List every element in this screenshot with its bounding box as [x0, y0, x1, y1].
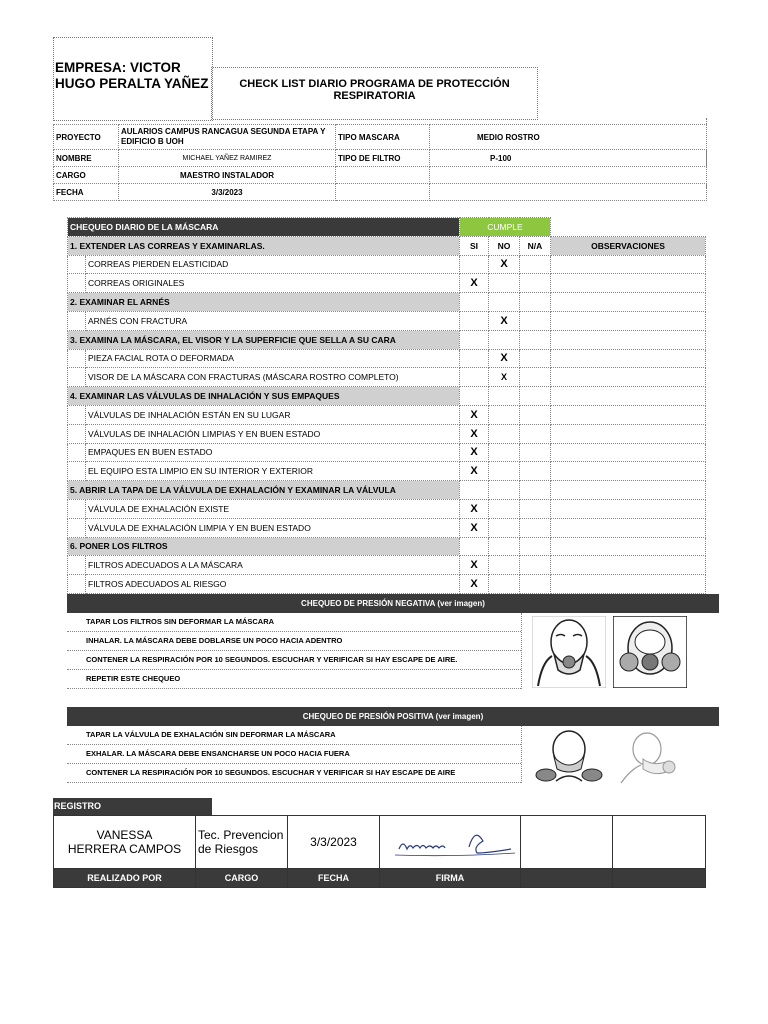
mark-si	[460, 255, 489, 274]
observation	[551, 255, 706, 274]
section-2: 2. EXAMINAR EL ARNÉS	[68, 293, 460, 312]
mark-na	[520, 405, 551, 424]
mark-na	[520, 575, 551, 594]
empty-cell	[613, 869, 706, 888]
empty-cell	[551, 218, 706, 237]
mark-si	[460, 311, 489, 330]
indent	[68, 424, 86, 443]
nombre-label: NOMBRE	[54, 150, 119, 167]
company-name-line1: EMPRESA: VICTOR	[55, 60, 181, 75]
mark-no	[489, 462, 520, 481]
positive-step-1: TAPAR LA VÁLVULA DE EXHALACIÓN SIN DEFORMAR LA MÁSCARA	[67, 726, 521, 745]
check-item: FILTROS ADECUADOS A LA MÁSCARA	[86, 556, 460, 575]
mark-na	[520, 349, 551, 368]
positive-pressure-illustration-2	[613, 729, 687, 785]
check-item: VÁLVULA DE EXHALACIÓN LIMPIA Y EN BUEN ESTADO	[86, 518, 460, 537]
title-line1: CHECK LIST DIARIO PROGRAMA DE PROTECCIÓN	[239, 78, 510, 90]
mark-si: X	[460, 424, 489, 443]
cargo-label: CARGO	[54, 167, 119, 184]
nombre-value: MICHAEL YAÑEZ RAMIREZ	[119, 150, 336, 167]
negative-pressure-header: CHEQUEO DE PRESIÓN NEGATIVA (ver imagen)	[67, 594, 719, 613]
cargo-value: Tec. Prevencion de Riesgos	[196, 816, 288, 869]
empty-cell	[336, 167, 430, 184]
title-box	[211, 67, 538, 120]
indent	[68, 518, 86, 537]
mark-no	[489, 387, 520, 406]
empty-cell	[430, 184, 707, 201]
mark-no	[489, 330, 520, 349]
cargo-value: MAESTRO INSTALADOR	[119, 167, 336, 184]
fecha-value: 3/3/2023	[119, 184, 336, 201]
mark-no	[489, 443, 520, 462]
check-item: CORREAS ORIGINALES	[86, 274, 460, 293]
mark-no	[489, 575, 520, 594]
positive-step-3: CONTENER LA RESPIRACIÓN POR 10 SEGUNDOS. ESCUCHAR Y VERIFICAR SI HAY ESCAPE DE AIRE	[67, 764, 521, 783]
mark-na	[520, 424, 551, 443]
tipo-filtro-value: P-100	[430, 150, 707, 167]
mark-si	[460, 330, 489, 349]
empty-cell	[521, 816, 613, 869]
observation	[551, 462, 706, 481]
negative-step-1: TAPAR LOS FILTROS SIN DEFORMAR LA MÁSCARA	[67, 613, 521, 632]
indent	[68, 462, 86, 481]
observation	[551, 368, 706, 387]
observation	[551, 405, 706, 424]
mark-si: X	[460, 499, 489, 518]
check-item: VÁLVULAS DE INHALACIÓN ESTÁN EN SU LUGAR	[86, 405, 460, 424]
firma-signature	[380, 816, 521, 869]
mark-no	[489, 537, 520, 556]
indent	[68, 443, 86, 462]
observation	[551, 575, 706, 594]
mark-si	[460, 293, 489, 312]
section-6: 6. PONER LOS FILTROS	[68, 537, 460, 556]
mark-si: X	[460, 274, 489, 293]
observation	[551, 424, 706, 443]
observation	[551, 518, 706, 537]
mark-no	[489, 556, 520, 575]
mark-si	[460, 537, 489, 556]
check-item: CORREAS PIERDEN ELASTICIDAD	[86, 255, 460, 274]
fecha-label: FECHA	[288, 869, 380, 888]
mark-no	[489, 481, 520, 500]
mark-na	[520, 330, 551, 349]
mark-na	[520, 387, 551, 406]
negative-step-2: INHALAR. LA MÁSCARA DEBE DOBLARSE UN POCO HACIA ADENTRO	[67, 632, 521, 651]
mark-na	[520, 537, 551, 556]
mark-si: X	[460, 405, 489, 424]
mark-no	[489, 424, 520, 443]
mark-si: X	[460, 518, 489, 537]
empty-cell	[336, 184, 430, 201]
positive-step-2: EXHALAR. LA MÁSCARA DEBE ENSANCHARSE UN POCO HACIA FUERA	[67, 745, 521, 764]
indent	[68, 575, 86, 594]
observation	[551, 443, 706, 462]
tipo-mascara-label: TIPO MASCARA	[336, 125, 430, 150]
observation	[551, 499, 706, 518]
fecha-value: 3/3/2023	[288, 816, 380, 869]
observation	[551, 387, 706, 406]
mark-na	[520, 499, 551, 518]
observation	[551, 311, 706, 330]
check-item: VÁLVULA DE EXHALACIÓN EXISTE	[86, 499, 460, 518]
company-box	[53, 37, 213, 121]
col-na: N/A	[520, 236, 551, 255]
proyecto-label: PROYECTO	[54, 125, 119, 150]
mask-checklist	[67, 217, 706, 594]
indent	[68, 405, 86, 424]
tipo-filtro-label: TIPO DE FILTRO	[336, 150, 430, 167]
section-1: 1. EXTENDER LAS CORREAS Y EXAMINARLAS.	[68, 236, 460, 255]
registro-table	[53, 815, 706, 888]
negative-step-4: REPETIR ESTE CHEQUEO	[67, 670, 521, 689]
indent	[68, 274, 86, 293]
positive-pressure-block	[67, 707, 719, 783]
cargo-label: CARGO	[196, 869, 288, 888]
section-5: 5. ABRIR LA TAPA DE LA VÁLVULA DE EXHALACIÓN Y EXAMINAR LA VÁLVULA	[68, 481, 460, 500]
mark-no	[489, 405, 520, 424]
observation	[551, 293, 706, 312]
negative-pressure-illustration-1	[532, 616, 606, 688]
indent	[68, 255, 86, 274]
check-item: EMPAQUES EN BUEN ESTADO	[86, 443, 460, 462]
checklist-header: CHEQUEO DIARIO DE LA MÁSCARA	[68, 218, 460, 237]
check-item: FILTROS ADECUADOS AL RIESGO	[86, 575, 460, 594]
section-3: 3. EXAMINA LA MÁSCARA, EL VISOR Y LA SUPERFICIE QUE SELLA A SU CARA	[68, 330, 460, 349]
mark-na	[520, 293, 551, 312]
indent	[68, 368, 86, 387]
positive-pressure-illustration-1	[532, 729, 606, 785]
mark-si	[460, 368, 489, 387]
info-table	[53, 124, 707, 201]
signature-icon	[385, 821, 515, 861]
mark-na	[520, 518, 551, 537]
positive-pressure-header: CHEQUEO DE PRESIÓN POSITIVA (ver imagen)	[67, 707, 719, 726]
mark-si: X	[460, 575, 489, 594]
mark-no	[489, 518, 520, 537]
check-item: ARNÉS CON FRACTURA	[86, 311, 460, 330]
proyecto-value: AULARIOS CAMPUS RANCAGUA SEGUNDA ETAPA Y EDIFICIO B UOH	[119, 125, 336, 150]
fecha-label: FECHA	[54, 184, 119, 201]
mark-si: X	[460, 462, 489, 481]
check-item: VÁLVULAS DE INHALACIÓN LIMPIAS Y EN BUEN ESTADO	[86, 424, 460, 443]
empty-cell	[521, 869, 613, 888]
cumple-header: CUMPLE	[460, 218, 551, 237]
tipo-mascara-value: MEDIO ROSTRO	[430, 125, 707, 150]
mark-na	[520, 311, 551, 330]
negative-pressure-block	[67, 594, 719, 689]
firma-label: FIRMA	[380, 869, 521, 888]
observation	[551, 481, 706, 500]
mark-si	[460, 387, 489, 406]
indent	[68, 499, 86, 518]
mark-na	[520, 481, 551, 500]
observation	[551, 537, 706, 556]
observation	[551, 349, 706, 368]
check-item: EL EQUIPO ESTA LIMPIO EN SU INTERIOR Y EXTERIOR	[86, 462, 460, 481]
mark-si	[460, 481, 489, 500]
title-line2: RESPIRATORIA	[333, 90, 416, 102]
observation	[551, 556, 706, 575]
mark-no: X	[489, 349, 520, 368]
check-item: PIEZA FACIAL ROTA O DEFORMADA	[86, 349, 460, 368]
mark-no: X	[489, 311, 520, 330]
indent	[68, 311, 86, 330]
mark-na	[520, 255, 551, 274]
company-name-line2: HUGO PERALTA YAÑEZ	[55, 76, 209, 91]
mark-si: X	[460, 556, 489, 575]
section-4: 4. EXAMINAR LAS VÁLVULAS DE INHALACIÓN Y SUS EMPAQUES	[68, 387, 460, 406]
indent	[68, 349, 86, 368]
col-no: NO	[489, 236, 520, 255]
observation	[551, 330, 706, 349]
mark-no	[489, 274, 520, 293]
negative-step-3: CONTENER LA RESPIRACIÓN POR 10 SEGUNDOS. ESCUCHAR Y VERIFICAR SI HAY ESCAPE DE AIRE.	[67, 651, 521, 670]
col-observaciones: OBSERVACIONES	[551, 236, 706, 255]
mark-na	[520, 556, 551, 575]
realizado-por-label: REALIZADO POR	[54, 869, 196, 888]
check-item: VISOR DE LA MÁSCARA CON FRACTURAS (MÁSCARA ROSTRO COMPLETO)	[86, 368, 460, 387]
realizado-por-value: VANESSA HERRERA CAMPOS	[54, 816, 196, 869]
negative-pressure-illustration-2	[613, 616, 687, 688]
mark-na	[520, 462, 551, 481]
indent	[68, 556, 86, 575]
mark-no: X	[489, 255, 520, 274]
observation	[551, 274, 706, 293]
mark-si	[460, 349, 489, 368]
col-si: SI	[460, 236, 489, 255]
mark-na	[520, 274, 551, 293]
mark-no	[489, 293, 520, 312]
registro-label: REGISTRO	[53, 798, 212, 815]
mark-no	[489, 499, 520, 518]
empty-cell	[430, 167, 707, 184]
empty-cell	[613, 816, 706, 869]
mark-na	[520, 368, 551, 387]
mark-na	[520, 443, 551, 462]
mark-no: X	[489, 368, 520, 387]
mark-si: X	[460, 443, 489, 462]
